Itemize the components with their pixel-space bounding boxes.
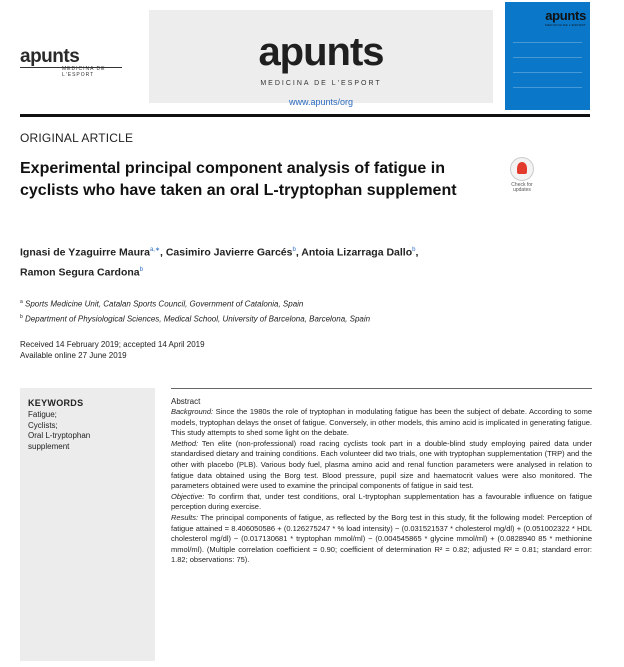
journal-logo-small[interactable] bbox=[20, 46, 132, 78]
abstract-paragraph bbox=[171, 439, 592, 492]
author-separator: , bbox=[295, 246, 302, 259]
keyword-item: supplement bbox=[28, 441, 70, 451]
cover-subtitle: MEDICINA DE L'ESPORT bbox=[545, 23, 586, 27]
author-name[interactable]: Casimiro Javierre Garcés bbox=[165, 246, 293, 259]
article-history bbox=[20, 339, 205, 361]
article-title: Experimental principal component analysis of fatigue in cyclists who have taken an oral L-tryptophan supplement bbox=[20, 160, 457, 199]
keywords-heading: KEYWORDS bbox=[28, 398, 84, 408]
author-name[interactable]: Ramon Segura Cardona bbox=[20, 266, 140, 278]
banner-title: apunts bbox=[258, 30, 384, 74]
article-section-label: ORIGINAL ARTICLE bbox=[20, 131, 134, 145]
abstract-paragraph bbox=[171, 492, 592, 513]
affiliation-item bbox=[20, 296, 370, 311]
abstract-paragraph-text: Since the 1980s the role of tryptophan in modulating fatigue has been the subject of debate. According to some models, tryptophan delays the onset of fatigue. Conversely, in other models, this amino acid is implicated in generating fatigue. This study attempts to shed some light on the debate. bbox=[171, 407, 592, 438]
cover-stripe bbox=[513, 72, 582, 73]
author-affiliation-marker[interactable]: b bbox=[292, 247, 296, 253]
affiliation-text: Department of Physiological Sciences, Medical School, University of Barcelona, Barcelona, Spain bbox=[25, 314, 371, 324]
affiliation-marker: b bbox=[20, 313, 23, 320]
abstract-paragraph-label: Results: bbox=[171, 512, 199, 522]
author-name[interactable]: Ignasi de Yzaguirre Maura bbox=[20, 246, 150, 259]
author-affiliation-marker[interactable]: b bbox=[139, 266, 143, 273]
journal-url-link[interactable]: www.apunts/org bbox=[288, 97, 354, 107]
cover-logo: apunts bbox=[545, 8, 586, 23]
author-separator: , bbox=[159, 246, 166, 259]
banner-subtitle: MEDICINA DE L'ESPORT bbox=[260, 80, 382, 87]
cover-stripe bbox=[513, 87, 582, 88]
affiliation-text: Sports Medicine Unit, Catalan Sports Council, Government of Catalonia, Spain bbox=[25, 299, 304, 309]
author-affiliation-marker[interactable]: a,∗ bbox=[149, 247, 160, 253]
abstract-paragraph-label: Background: bbox=[171, 407, 214, 416]
abstract-section bbox=[171, 388, 592, 566]
keyword-item: Oral L-tryptophan bbox=[28, 431, 91, 440]
available-date: Available online 27 June 2019 bbox=[20, 351, 127, 360]
author-affiliation-marker[interactable]: b bbox=[412, 247, 416, 253]
journal-banner bbox=[149, 10, 493, 107]
author-list bbox=[20, 242, 590, 281]
affiliation-item bbox=[20, 311, 370, 326]
abstract-paragraph-text: The principal components of fatigue, as reflected by the Borg test in this study, fit the following model: Perception of fatigue attained = 8.406050586 + (0.126275247 * % load intensity) − (0.031521537 * cholesterol mg/dl) + (0.051002322 * HDL cholesterol mg/dl) − (0.017130681 * tryptophan mmol/ml) − (0.004545865 * glycine mmol/ml) + (0.0828940 85 * methionine mmol/ml). (Multiple correlation coefficient = 0.90; coefficient of determination R² = 0.82; adjusted R² = 0.81; standard error: 1.82; observations: 75). bbox=[171, 512, 592, 565]
abstract-paragraph bbox=[171, 513, 592, 566]
abstract-paragraph-label: Method: bbox=[171, 438, 199, 448]
keywords-box bbox=[20, 388, 155, 661]
affiliation-marker: a bbox=[20, 299, 23, 305]
header-divider bbox=[20, 114, 590, 117]
small-logo-subtitle: MEDICINA DE L'ESPORT bbox=[62, 66, 106, 78]
abstract-paragraph bbox=[171, 407, 592, 439]
small-logo-word: apunts bbox=[20, 46, 80, 67]
cover-stripe bbox=[513, 42, 582, 43]
check-updates-label: Check for updates bbox=[511, 182, 533, 193]
cover-stripe bbox=[513, 57, 582, 58]
abstract-heading: Abstract bbox=[171, 397, 201, 406]
check-updates-icon bbox=[510, 157, 534, 181]
journal-cover-image[interactable] bbox=[505, 2, 590, 110]
author-separator: , bbox=[415, 246, 419, 259]
author-name[interactable]: Antoia Lizarraga Dallo bbox=[301, 246, 413, 259]
abstract-paragraph-text: To confirm that, under test conditions, oral L-tryptophan supplementation has a favourable influence on fatigue perception during exercise. bbox=[171, 491, 592, 512]
abstract-paragraph-text: Ten elite (non-professional) road racing cyclists took part in a double-blind study employing paired data under standardised dietary and training conditions. Each volunteer did two trials, one with tryptophan supplementation (TRP) and the other with placebo (PLB). Various body fuel, plasma amino acid and renal function parameters were analysed in relation to fatigue data obtained using the Borg test. Blood pressure, pupil size and haematocrit values were also monitored. The parameters obtained were used to examine the principal components of fatigue in said test. bbox=[171, 438, 592, 491]
check-for-updates-button[interactable] bbox=[507, 157, 537, 195]
affiliations bbox=[20, 296, 370, 325]
abstract-paragraph-label: Objective: bbox=[171, 491, 205, 501]
received-date: Received 14 February 2019; accepted 14 April 2019 bbox=[20, 340, 205, 349]
keyword-item: Fatigue; bbox=[28, 410, 57, 419]
keyword-item: Cyclists; bbox=[28, 420, 58, 430]
